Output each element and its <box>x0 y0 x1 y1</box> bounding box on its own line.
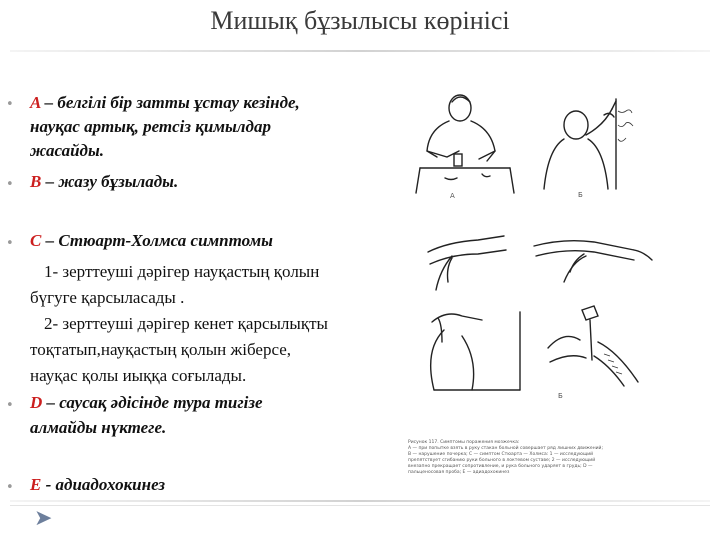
figure-b-illustration <box>528 95 638 199</box>
caption-line: Рисунок 117. Симптомы поражения мозжечка: <box>408 440 520 445</box>
bullet-c-line <box>30 231 273 251</box>
bullet-d-text-1: – саусақ әдісінде тура тигізе <box>46 393 263 412</box>
bullet-b-text: – жазу бұзылады. <box>45 172 179 191</box>
bullet-dot-icon: • <box>6 236 14 251</box>
figure-label-b: Б <box>578 191 583 199</box>
bullet-e-letter: E <box>30 475 42 494</box>
bullet-a-line-1 <box>30 93 300 113</box>
bullet-a-line-3: жасайды. <box>30 141 105 160</box>
caption-line: А — при попытке взять в руку стакан больной совершает ряд лишних движений; <box>408 446 604 451</box>
figure-c2-right-illustration <box>528 302 658 400</box>
bullet-d-line-2: алмайды нүктеге. <box>30 418 167 437</box>
sub-item-2-line-1: 2- зерттеуші дәрігер кенет қарсылықты <box>44 314 328 333</box>
bullet-e-line <box>30 475 165 495</box>
bullet-a-letter: A <box>30 93 41 112</box>
caption-line: пальценосовая проба; E — адиадохокинез <box>408 470 510 475</box>
bullet-dot-icon: • <box>6 177 14 192</box>
bullet-b-letter: B <box>30 172 42 191</box>
caption-line: внезапно прекращает сопротивление, и рука больного ударяет в грудь; D — <box>408 464 593 469</box>
nav-arrow-icon[interactable]: ➤ <box>34 506 53 531</box>
bullet-dot-icon: • <box>6 97 14 112</box>
bullet-d-letter: D <box>30 393 43 412</box>
bullet-e-text: - адиадохокинез <box>45 475 166 494</box>
sub-item-2-line-2: тоқтатып,науқастың қолын жіберсе, <box>30 340 292 359</box>
figure-c2-left-illustration <box>412 302 522 394</box>
caption-line: B — нарушение почерка; C — симптом Стюарта — Холмса: 1 — исследующий <box>408 452 594 457</box>
sub-item-1-line-2: бүгуге қарсыласады . <box>30 288 185 307</box>
figure-caption <box>408 440 603 476</box>
sub-item-1-line-1: 1- зерттеуші дәрігер науқастың қолын <box>44 262 320 281</box>
figure-label-b-2: Б <box>558 392 563 400</box>
bullet-dot-icon: • <box>6 398 14 413</box>
bullet-d-line-1 <box>30 393 263 413</box>
caption-line: препятствует сгибанию руки больного в локтевом суставе; 2 — исследующий <box>408 458 596 463</box>
bottom-divider <box>10 500 710 502</box>
bullet-b-line <box>30 172 178 192</box>
sub-item-2-line-3: науқас қолы иыққа соғылады. <box>30 366 247 385</box>
title-divider <box>10 50 710 52</box>
figure-a-illustration <box>410 88 520 198</box>
bottom-divider-thin <box>10 505 710 506</box>
bullet-a-line-2: науқас артық, ретсіз қимылдар <box>30 117 271 136</box>
figure-c1-right-illustration <box>530 222 660 294</box>
slide-title: Мишық бұзылысы көрінісі <box>210 6 510 35</box>
bullet-c-text: – Стюарт-Холмса симптомы <box>45 231 273 250</box>
figure-label-a: А <box>450 192 455 200</box>
bullet-dot-icon: • <box>6 480 14 495</box>
bullet-c-letter: C <box>30 231 42 250</box>
figure-c1-left-illustration <box>418 222 518 292</box>
bullet-a-text-1: – белгілі бір затты ұстау кезінде, <box>44 93 300 112</box>
